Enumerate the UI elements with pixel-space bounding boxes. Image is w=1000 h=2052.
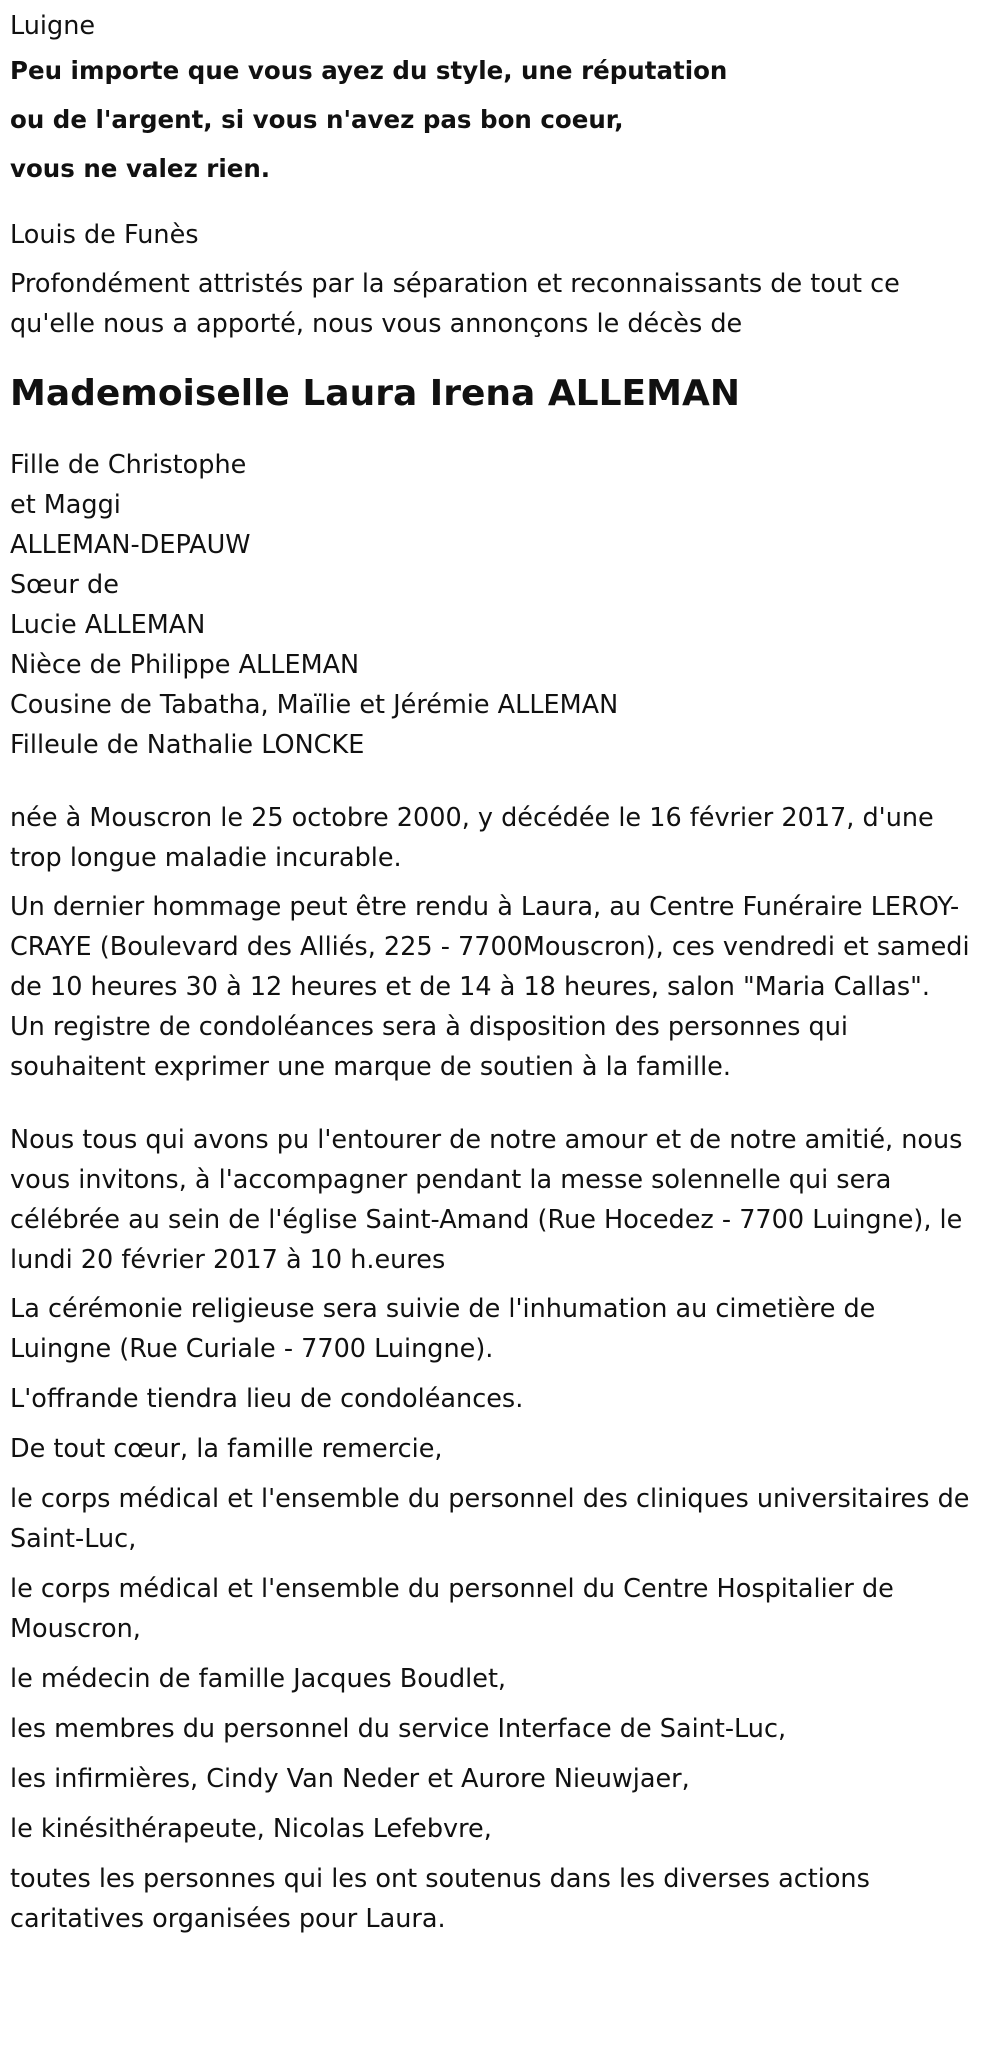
family-line: et Maggi — [10, 490, 121, 520]
homage-text: Un dernier hommage peut être rendu à Laura, au Centre Funéraire LEROY-CRAYE (Boulevard des Alliés, 225 - 7700Mouscron), ces vendredi et samedi de 10 heures 30 à 12 heures et de 14 à 18 heures, salon "Maria Callas". — [10, 892, 970, 1002]
thanks-item: les membres du personnel du service Interface de Saint-Luc, — [10, 1714, 787, 1744]
thanks-item: le médecin de famille Jacques Boudlet, — [10, 1664, 507, 1694]
location-header: Luigne — [10, 11, 96, 41]
offering-text: L'offrande tiendra lieu de condoléances. — [10, 1384, 524, 1414]
family-line: Filleule de Nathalie LONCKE — [10, 730, 365, 760]
family-line: Fille de Christophe — [10, 450, 247, 480]
family-line: Lucie ALLEMAN — [10, 610, 206, 640]
family-line: Sœur de — [10, 570, 119, 600]
family-line: ALLEMAN-DEPAUW — [10, 530, 251, 560]
intro-text: Profondément attristés par la séparation et reconnaissants de tout ce qu'elle nous a apporté, nous vous annonçons le décès de — [10, 269, 900, 339]
mass-text: Nous tous qui avons pu l'entourer de notre amour et de notre amitié, nous vous invitons, à l'accompagner pendant la messe solennelle qui sera célébrée au sein de l'église Saint-Amand (Rue Hocedez - 7700 Luingne), le lundi 20 février 2017 à 10 h.eures — [10, 1125, 963, 1275]
thanks-item: toutes les personnes qui les ont soutenus dans les diverses actions caritatives organisées pour Laura. — [10, 1864, 870, 1934]
family-line: Cousine de Tabatha, Maïlie et Jérémie ALLEMAN — [10, 690, 619, 720]
thanks-list — [10, 1479, 980, 1939]
thanks-item: le corps médical et l'ensemble du personnel des cliniques universitaires de Saint-Luc, — [10, 1484, 970, 1554]
quote-line: ou de l'argent, si vous n'avez pas bon coeur, — [10, 105, 624, 134]
deceased-name: Mademoiselle Laura Irena ALLEMAN — [10, 373, 740, 414]
register-text: Un registre de condoléances sera à disposition des personnes qui souhaitent exprimer une marque de soutien à la famille. — [10, 1012, 848, 1082]
thanks-item: le kinésithérapeute, Nicolas Lefebvre, — [10, 1814, 492, 1844]
family-list — [10, 445, 980, 765]
quote-line: Peu importe que vous ayez du style, une réputation — [10, 56, 728, 85]
thanks-intro: De tout cœur, la famille remercie, — [10, 1434, 443, 1464]
thanks-item: les infirmières, Cindy Van Neder et Aurore Nieuwjaer, — [10, 1764, 690, 1794]
quote — [10, 46, 980, 193]
birth-death-text: née à Mouscron le 25 octobre 2000, y décédée le 16 février 2017, d'une trop longue maladie incurable. — [10, 803, 934, 873]
thanks-item: le corps médical et l'ensemble du personnel du Centre Hospitalier de Mouscron, — [10, 1574, 894, 1644]
family-line: Nièce de Philippe ALLEMAN — [10, 650, 360, 680]
quote-author: Louis de Funès — [10, 220, 199, 250]
ceremony-text: La cérémonie religieuse sera suivie de l'inhumation au cimetière de Luingne (Rue Curiale - 7700 Luingne). — [10, 1294, 876, 1364]
quote-line: vous ne valez rien. — [10, 154, 271, 183]
